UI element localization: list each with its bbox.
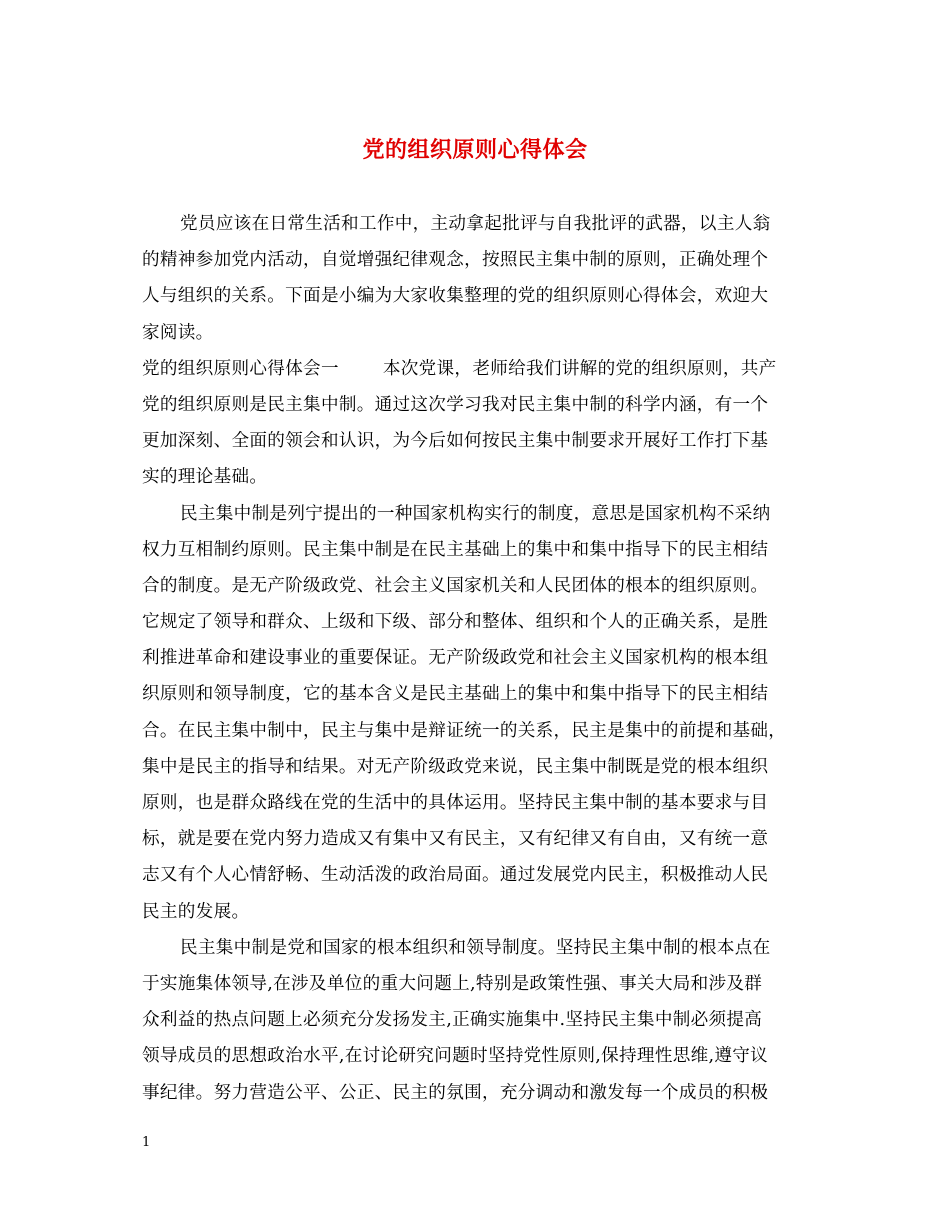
section-first-sentence: 本次党课，老师给我们讲解的党的组织原则，共产 bbox=[382, 358, 777, 379]
text-line: 党员应该在日常生活和工作中，主动拿起批评与自我批评的武器，以主人翁 bbox=[180, 214, 771, 234]
section-heading-line bbox=[142, 351, 810, 387]
text-line: 民主集中制是列宁提出的一种国家机构实行的制度，意思是国家机构不采纳 bbox=[180, 503, 771, 524]
text-line: 实的理论基础。 bbox=[142, 467, 268, 488]
text-line: 更加深刻、全面的领会和认识，为今后如何按民主集中制要求开展好工作打下基 bbox=[142, 431, 769, 452]
text-line: 众利益的热点问题上必须充分发扬发主,正确实施集中.坚持民主集中制必须提高 bbox=[142, 1010, 763, 1031]
text-line: 家阅读。 bbox=[142, 322, 214, 343]
text-line: 利推进革命和建设事业的重要保证。无产阶级政党和社会主义国家机构的根本组 bbox=[142, 648, 769, 669]
text-line: 领导成员的思想政治水平,在讨论研究问题时坚持党性原则,保持理性思维,遵守议 bbox=[142, 1046, 769, 1067]
text-line: 它规定了领导和群众、上级和下级、部分和整体、组织和个人的正确关系，是胜 bbox=[142, 612, 769, 633]
text-line: 合。在民主集中制中，民主与集中是辩证统一的关系，民主是集中的前提和基础， bbox=[142, 720, 787, 741]
text-line: 人与组织的关系。下面是小编为大家收集整理的党的组织原则心得体会，欢迎大 bbox=[142, 286, 769, 307]
document-title: 党的组织原则心得体会 bbox=[362, 137, 588, 163]
text-line: 于实施集体领导,在涉及单位的重大问题上,特别是政策性强、事关大局和涉及群 bbox=[142, 973, 763, 994]
text-line: 原则，也是群众路线在党的生活中的具体运用。坚持民主集中制的基本要求与目 bbox=[142, 793, 769, 813]
text-line: 志又有个人心情舒畅、生动活泼的政治局面。通过发展党内民主，积极推动人民 bbox=[142, 865, 769, 886]
section-heading: 党的组织原则心得体会一 bbox=[142, 358, 339, 379]
text-line: 集中是民主的指导和结果。对无产阶级政党来说，民主集中制既是党的根本组织 bbox=[142, 756, 769, 777]
text-line: 的精神参加党内活动，自觉增强纪律观念，按照民主集中制的原则，正确处理个 bbox=[142, 250, 769, 271]
text-line: 织原则和领导制度，它的基本含义是民主基础上的集中和集中指导下的民主相结 bbox=[142, 684, 769, 705]
text-line: 标，就是要在党内努力造成又有集中又有民主，又有纪律又有自由，又有统一意 bbox=[142, 829, 769, 850]
text-line: 权力互相制约原则。民主集中制是在民主基础上的集中和集中指导下的民主相结 bbox=[142, 539, 769, 560]
text-line: 民主的发展。 bbox=[142, 901, 250, 922]
text-line: 党的组织原则是民主集中制。通过这次学习我对民主集中制的科学内涵，有一个 bbox=[142, 394, 769, 415]
text-line: 合的制度。是无产阶级政党、社会主义国家机关和人民团体的根本的组织原则。 bbox=[142, 575, 769, 596]
document-body bbox=[142, 206, 810, 1111]
text-line: 事纪律。努力营造公平、公正、民主的氛围，充分调动和激发每一个成员的积极 bbox=[142, 1082, 769, 1103]
text-line: 民主集中制是党和国家的根本组织和领导制度。坚持民主集中制的根本点在 bbox=[180, 937, 771, 958]
page-number: 1 bbox=[142, 1135, 151, 1150]
